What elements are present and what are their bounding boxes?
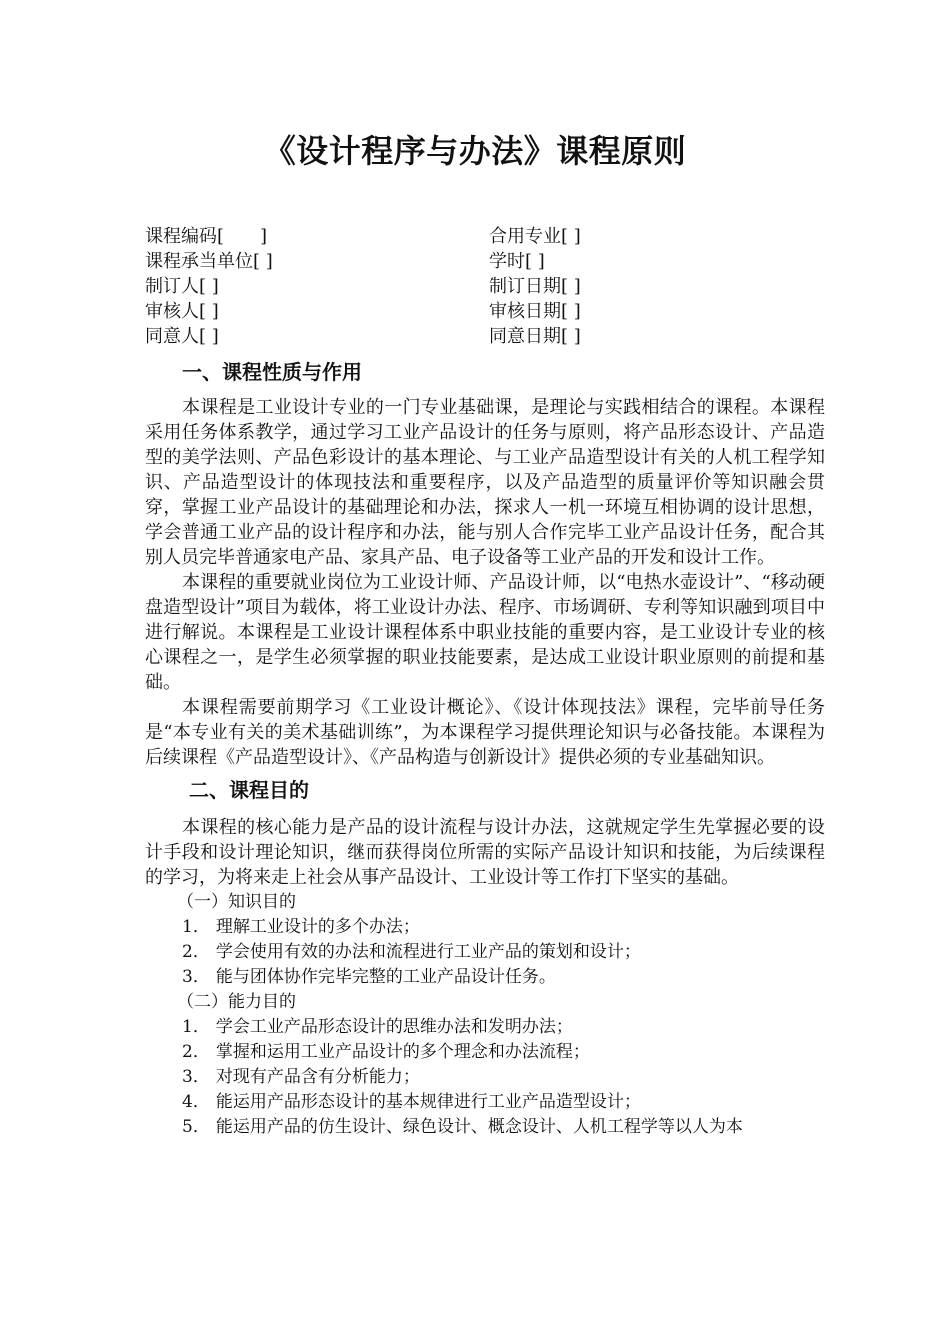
list-text: 对现有产品含有分析能力； bbox=[215, 1067, 420, 1087]
list-text: 能运用产品的仿生设计、绿色设计、概念设计、人机工程学等以人为本 bbox=[215, 1117, 743, 1137]
reviewer-field: 审核人[ ] bbox=[145, 301, 219, 322]
meta-row bbox=[145, 274, 825, 299]
list-number: 5． bbox=[182, 1117, 210, 1137]
author-date-field: 制订日期[ ] bbox=[489, 276, 581, 297]
list-number: 2． bbox=[182, 942, 210, 962]
list-item bbox=[145, 1090, 825, 1115]
page-title: 《设计程序与办法》课程原则 bbox=[263, 132, 687, 170]
applicable-major-field: 合用专业[ ] bbox=[489, 226, 581, 247]
list-number: 2． bbox=[182, 1042, 210, 1062]
list-number: 1． bbox=[182, 917, 210, 937]
ability-objectives-heading: （二）能力目的 bbox=[177, 992, 296, 1012]
meta-row bbox=[145, 249, 825, 274]
review-date-field: 审核日期[ ] bbox=[489, 301, 581, 322]
list-number: 3． bbox=[182, 1067, 210, 1087]
list-item bbox=[145, 1065, 825, 1090]
course-info-grid bbox=[145, 224, 825, 349]
list-number: 1． bbox=[182, 1017, 210, 1037]
document-body bbox=[145, 356, 825, 1140]
list-text: 理解工业设计的多个办法； bbox=[215, 917, 420, 937]
paragraph: 本课程需要前期学习《工业设计概论》、《设计体现技法》课程，完毕前导任务是“本专业有关的美术基础训练”，为本课程学习提供理论知识与必备技能。本课程为后续课程《产品造型设计》、《产品构造与创新设计》提供必须的专业基础知识。 bbox=[145, 697, 825, 768]
course-code-field: 课程编码[ ] bbox=[145, 226, 268, 247]
list-item bbox=[145, 915, 825, 940]
list-text: 能运用产品形态设计的基本规律进行工业产品造型设计； bbox=[215, 1092, 641, 1112]
author-field: 制订人[ ] bbox=[145, 276, 219, 297]
list-text: 能与团体协作完毕完整的工业产品设计任务。 bbox=[215, 967, 556, 987]
list-number: 3． bbox=[182, 967, 210, 987]
list-item bbox=[145, 940, 825, 965]
responsible-unit-field: 课程承当单位[ ] bbox=[145, 251, 273, 272]
list-text: 掌握和运用工业产品设计的多个理念和办法流程； bbox=[215, 1042, 590, 1062]
list-item bbox=[145, 1115, 825, 1140]
meta-row bbox=[145, 224, 825, 249]
approval-date-field: 同意日期[ ] bbox=[489, 326, 581, 347]
list-item bbox=[145, 965, 825, 990]
section-heading-nature: 一、课程性质与作用 bbox=[182, 360, 362, 384]
paragraph: 本课程的重要就业岗位为工业设计师、产品设计师，以“电热水壶设计”、“移动硬盘造型设计”项目为载体，将工业设计办法、程序、市场调研、专利等知识融到项目中进行解说。本课程是工业设计课程体系中职业技能的重要内容，是工业设计专业的核心课程之一，是学生必须掌握的职业技能要素，是达成工业设计职业原则的前提和基础。 bbox=[145, 572, 825, 693]
paragraph: 本课程的核心能力是产品的设计流程与设计办法，这就规定学生先掌握必要的设计手段和设计理论知识，继而获得岗位所需的实际产品设计知识和技能，为后续课程的学习，为将来走上社会从事产品设计、工业设计等工作打下坚实的基础。 bbox=[145, 817, 825, 888]
class-hours-field: 学时[ ] bbox=[489, 251, 545, 272]
list-number: 4． bbox=[182, 1092, 210, 1112]
knowledge-objectives-heading: （一）知识目的 bbox=[177, 892, 296, 912]
paragraph: 本课程是工业设计专业的一门专业基础课，是理论与实践相结合的课程。本课程采用任务体系教学，通过学习工业产品设计的任务与原则，将产品形态设计、产品造型的美学法则、产品色彩设计的基本理论、与工业产品造型设计有关的人机工程学知识、产品造型设计的体现技法和重要程序，以及产品造型的质量评价等知识融会贯穿，掌握工业产品设计的基础理论和办法，探求人一机一环境互相协调的设计思想，学会普通工业产品的设计程序和办法，能与别人合作完毕工业产品设计任务，配合其别人员完毕普通家电产品、家具产品、电子设备等工业产品的开发和设计工作。 bbox=[145, 397, 825, 568]
list-item bbox=[145, 1040, 825, 1065]
meta-row bbox=[145, 324, 825, 349]
meta-row bbox=[145, 299, 825, 324]
approver-field: 同意人[ ] bbox=[145, 326, 219, 347]
list-text: 学会工业产品形态设计的思维办法和发明办法； bbox=[215, 1017, 573, 1037]
list-item bbox=[145, 1015, 825, 1040]
list-text: 学会使用有效的办法和流程进行工业产品的策划和设计； bbox=[215, 942, 641, 962]
section-heading-objectives: 二、课程目的 bbox=[189, 778, 309, 802]
